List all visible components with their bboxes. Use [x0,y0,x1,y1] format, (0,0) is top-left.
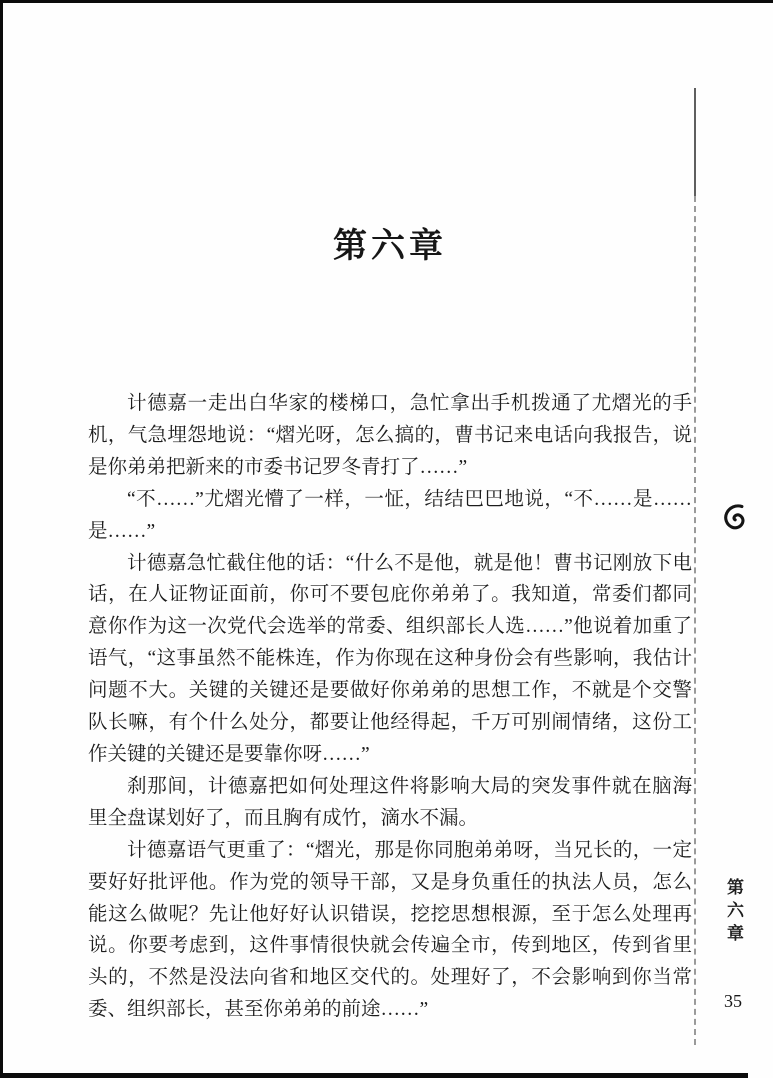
margin-vertical-chapter-label: 第六章 [724,878,743,947]
spiral-icon [719,501,753,535]
paragraph: 计德嘉急忙截住他的话：“什么不是他，就是他！曹书记刚放下电话，在人证物证面前，你可不要包庇你弟弟了。我知道，常委们都同意你作为这一次党代会选举的常委、组织部长人选……”他说着加重了语气，“这事虽然不能株连，作为你现在这种身份会有些影响，我估计问题不大。关键的关键还是要做好你弟弟的思想工作，不就是个交警队长嘛，有个什么处分，都要让他经得起，千万可别闹情绪，这份工作关键的关键还是要靠你呀……” [88,552,692,765]
paragraph: 刹那间，计德嘉把如何处理这件将影响大局的突发事件就在脑海里全盘谋划好了，而且胸有成竹，滴水不漏。 [88,775,692,829]
margin-rule-top-segment [694,88,696,196]
paragraph: “不……”尤熠光懵了一样，一怔，结结巴巴地说，“不……是……是……” [88,488,692,542]
page-number: 35 [724,991,742,1011]
paragraph: 计德嘉一走出白华家的楼梯口，急忙拿出手机拨通了尤熠光的手机，气急埋怨地说：“熠光呀，怎么搞的，曹书记来电话向我报告，说是你弟弟把新来的市委书记罗冬青打了……” [88,393,692,478]
scan-edge-top [0,0,773,3]
paragraph: 计德嘉语气更重了：“熠光，那是你同胞弟弟呀，当兄长的，一定要好好批评他。作为党的领导干部，又是身负重任的执法人员，怎么能这么做呢？先让他好好认识错误，挖挖思想根源，至于怎么处理再说。你要考虑到，这件事情很快就会传遍全市，传到地区，传到省里头的，不然是没法向省和地区交代的。处理好了，不会影响到你当常委、组织部长，甚至你弟弟的前途……” [88,839,692,1021]
scan-edge-bottom [0,1073,748,1078]
chapter-title: 第六章 [333,227,447,265]
body-text [88,388,692,1026]
margin-rule-dashed [694,196,696,1045]
scan-edge-left [0,0,3,1078]
